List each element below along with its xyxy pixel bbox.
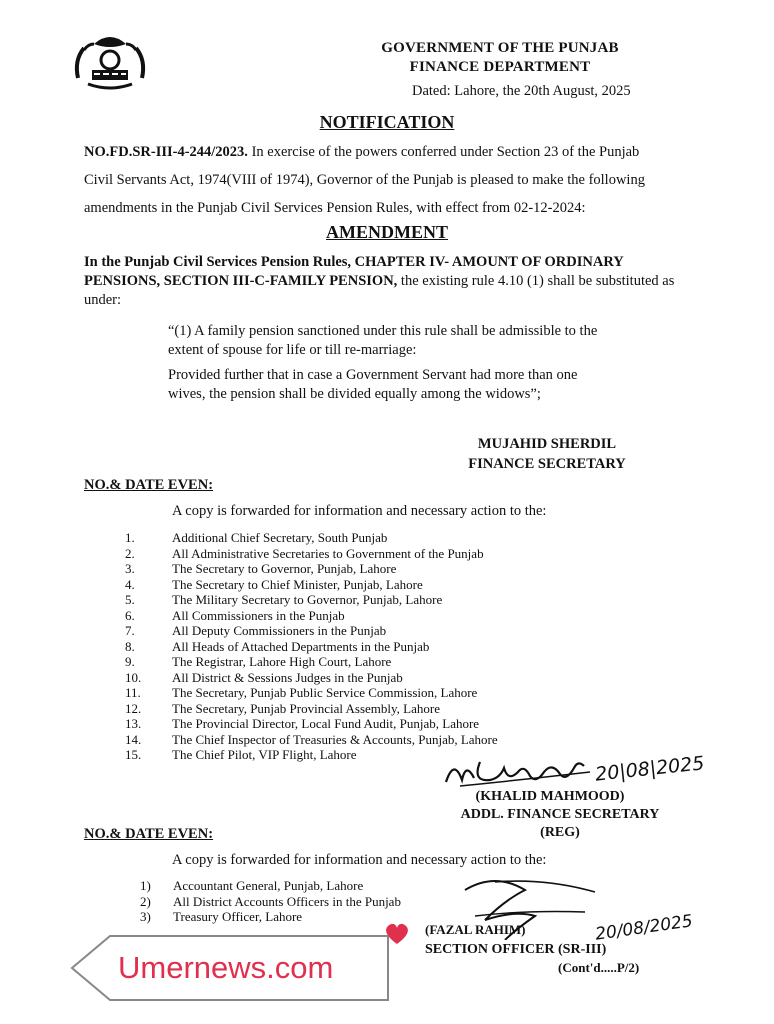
notification-line-3: amendments in the Punjab Civil Services Pension Rules, with effect from 02-12-2024: [84,200,586,216]
continued-note: (Cont'd.....P/2) [558,960,640,975]
list-item: 4. The Secretary to Chief Minister, Punjab, Lahore [125,576,423,592]
punjab-government-logo [70,30,150,90]
list-item: 2) All District Accounts Officers in the Punjab [140,893,401,909]
notification-line-1: NO.FD.SR-III-4-244/2023. In exercise of the powers conferred under Section 23 of the Punjab [84,144,640,160]
signature-khalid-mahmood [440,752,610,792]
list-item: 1. Additional Chief Secretary, South Punjab [125,530,388,545]
list-item: 2. All Administrative Secretaries to Government of the Punjab [125,545,484,561]
section-1-heading: NO.& DATE EVEN: [84,477,214,493]
amendment-rest-text: the existing rule 4.10 (1) shall be substituted as under: [84,273,675,308]
watermark-text: Umernews.com [118,950,334,985]
notification-line-2: Civil Servants Act, 1974(VIII of 1974), Governor of the Punjab is pleased to make the following [84,172,645,188]
list-item: 5. The Military Secretary to Governor, Punjab, Lahore [125,592,443,607]
list-item: 8. All Heads of Attached Departments in the Punjab [125,638,430,654]
list-item: 6. All Commissioners in the Punjab [125,607,345,623]
amendment-bold-text: In the Punjab Civil Services Pension Rules, CHAPTER IV- AMOUNT OF ORDINARY PENSIONS, SECTION III-C-FAMILY PENSION, [84,254,624,289]
list-item: 3. The Secretary to Governor, Punjab, Lahore [125,561,397,576]
notification-number: NO.FD.SR-III-4-244/2023. [84,144,248,160]
distribution-list-1 [125,530,498,763]
list-item: 9. The Registrar, Lahore High Court, Lahore [125,654,392,669]
list-item: 7. All Deputy Commissioners in the Punjab [125,623,387,638]
signatory-3-designation: SECTION OFFICER (SR-III) [425,942,607,957]
signature-3-date: 20/08/2025 [594,911,694,945]
list-item: 11. The Secretary, Punjab Public Service Commission, Lahore [125,685,478,700]
signatory-2-name: (KHALID MAHMOOD) [475,789,625,804]
amendment-quote-1: “(1) A family pension sanctioned under this rule shall be admissible to the extent of spouse for life or till re-marriage: [168,323,598,358]
list-item: 14. The Chief Inspector of Treasuries & Accounts, Punjab, Lahore [125,731,498,747]
list-item: 12. The Secretary, Punjab Provincial Assembly, Lahore [125,700,440,716]
signatory-3-name: (FAZAL RAHIM) [425,922,526,937]
amendment-paragraph [84,253,684,310]
section-2-heading: NO.& DATE EVEN: [84,826,214,842]
list-item: 10. All District & Sessions Judges in the Punjab [125,669,403,685]
header-government: GOVERNMENT OF THE PUNJAB [381,40,619,56]
distribution-list-2 [140,878,401,925]
heart-icon [384,922,410,946]
header-department: FINANCE DEPARTMENT [409,59,591,75]
amendment-quote-2: Provided further that in case a Government Servant had more than one wives, the pension shall be divided equally among the widows”; [168,367,578,402]
list-item: 15. The Chief Pilot, VIP Flight, Lahore [125,747,357,762]
header-date: Dated: Lahore, the 20th August, 2025 [412,83,631,99]
signatory-2-designation: ADDL. FINANCE SECRETARY (REG) [460,807,660,840]
amendment-title: AMENDMENT [326,222,448,242]
list-item: 3) Treasury Officer, Lahore [140,909,303,924]
notification-body [84,138,684,222]
list-item: 1) Accountant General, Punjab, Lahore [140,878,364,893]
signature-2-date: 20|08|2025 [594,752,706,786]
signatory-2 [420,788,680,842]
signatory-1 [462,434,632,474]
signatory-1-designation: FINANCE SECRETARY [468,456,626,472]
notification-title: NOTIFICATION [319,112,455,132]
signatory-1-name: MUJAHID SHERDIL [477,436,617,452]
section-1-intro: A copy is forwarded for information and necessary action to the: [172,503,547,519]
list-item: 13. The Provincial Director, Local Fund Audit, Punjab, Lahore [125,716,480,731]
section-2-intro: A copy is forwarded for information and necessary action to the: [172,852,547,868]
